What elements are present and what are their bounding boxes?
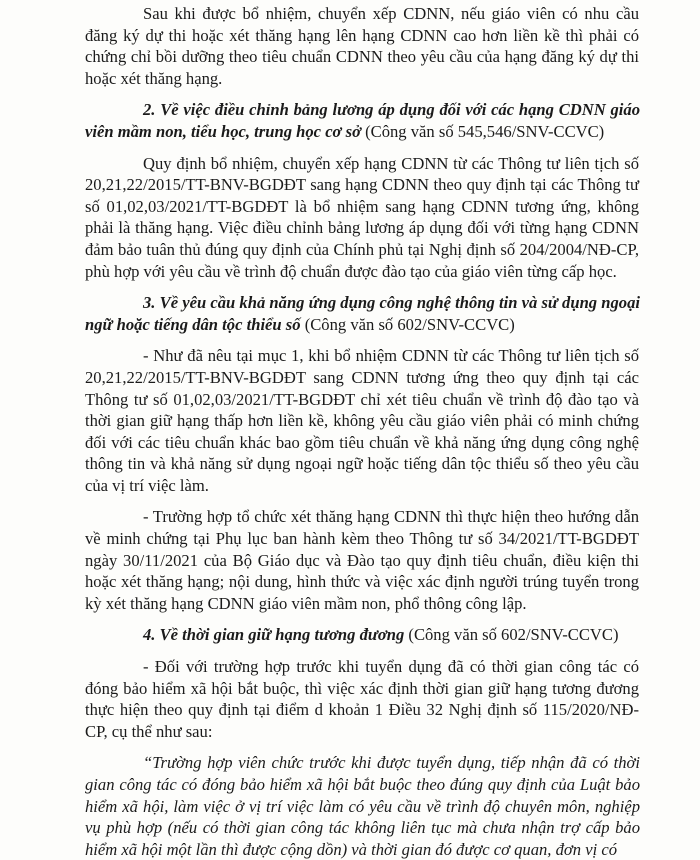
paragraph-promotion-evidence: - Trường hợp tổ chức xét thăng hạng CDNN thì thực hiện theo hướng dẫn về minh chứng tại Phụ lục ban hành kèm theo Thông tư số 34/2021/TT-BGDĐT ngày 30/11/2021 của Bộ Giáo dục và Đào tạo quy định tiêu chuẩn, điều kiện thi hoặc xét thăng hạng; nội dung, hình thức và việc xác định người trúng tuyển trong kỳ xét thăng hạng CDNN giáo viên mầm non, phổ thông công lập. bbox=[85, 507, 639, 613]
paragraph-certificate-requirement: Sau khi được bổ nhiệm, chuyển xếp CDNN, nếu giáo viên có nhu cầu đăng ký dự thi hoặc xét thăng hạng lên hạng CDNN cao hơn liền kề thì phải có chứng chỉ bồi dưỡng theo tiêu chuẩn CDNN theo yêu cầu của hạng đăng ký dự thi hoặc xét thăng hạng. bbox=[85, 4, 639, 88]
section-heading-3-reference: (Công văn số 602/SNV-CCVC) bbox=[300, 314, 515, 334]
section-heading-2-reference: (Công văn số 545,546/SNV-CCVC) bbox=[360, 121, 605, 141]
section-heading-2 bbox=[0, 99, 700, 142]
paragraph-it-language-requirement: - Như đã nêu tại mục 1, khi bổ nhiệm CDNN từ các Thông tư liên tịch số 20,21,22/2015/TT-BNV-BGDĐT sang CDNN tương ứng theo quy định tại các Thông tư số 01,02,03/2021/TT-BGDĐT chỉ xét tiêu chuẩn về trình độ đào tạo và thời gian giữ hạng thấp hơn liền kề, không yêu cầu giáo viên phải có minh chứng đối với các tiêu chuẩn khác bao gồm tiêu chuẩn về khả năng ứng dụng công nghệ thông tin và khả năng sử dụng ngoại ngữ hoặc tiếng dân tộc thiểu số theo yêu cầu của vị trí việc làm. bbox=[85, 346, 639, 495]
section-heading-2-title: 2. Về việc điều chỉnh bảng lương áp dụng đối với các hạng CDNN giáo viên mầm non, tiểu học, trung học cơ sở bbox=[85, 100, 640, 141]
section-heading-4-title: 4. Về thời gian giữ hạng tương đương bbox=[143, 625, 405, 645]
section-heading-3-title: 3. Về yêu cầu khả năng ứng dụng công nghệ thông tin và sử dụng ngoại ngữ hoặc tiếng dân tộc thiểu số bbox=[85, 293, 640, 334]
paragraph-equivalent-rank-time: - Đối với trường hợp trước khi tuyển dụng đã có thời gian công tác có đóng bảo hiểm xã hội bắt buộc, thì việc xác định thời gian giữ hạng tương đương thực hiện theo quy định tại điểm d khoản 1 Điều 32 Nghị định số 115/2020/NĐ-CP, cụ thể như sau: bbox=[85, 657, 639, 741]
quoted-regulation: “Trường hợp viên chức trước khi được tuyển dụng, tiếp nhận đã có thời gian công tác có đóng bảo hiểm xã hội bắt buộc theo đúng quy định của Luật bảo hiểm xã hội, làm việc ở vị trí việc làm có yêu cầu về trình độ chuyên môn, nghiệp vụ phù hợp (nếu có thời gian công tác không liên tục mà chưa nhận trợ cấp bảo hiểm xã hội một lần thì được cộng dồn) và thời gian đó được cơ quan, đơn vị có bbox=[85, 753, 640, 859]
section-heading-4 bbox=[0, 624, 700, 646]
section-heading-3 bbox=[0, 292, 700, 335]
section-heading-4-reference: (Công văn số 602/SNV-CCVC) bbox=[404, 625, 619, 645]
paragraph-salary-adjustment: Quy định bổ nhiệm, chuyển xếp hạng CDNN từ các Thông tư liên tịch số 20,21,22/2015/TT-BNV-BGDĐT sang hạng CDNN theo quy định tại các Thông tư số 01,02,03/2021/TT-BGDĐT là bổ nhiệm sang hạng CDNN tương ứng, không phải là thăng hạng. Việc điều chỉnh bảng lương áp dụng đối với từng hạng CDNN đảm bảo tuân thủ đúng quy định của Chính phủ tại Nghị định số 204/2004/NĐ-CP, phù hợp với yêu cầu về trình độ chuẩn được đào tạo của giáo viên từng cấp học. bbox=[85, 153, 639, 281]
